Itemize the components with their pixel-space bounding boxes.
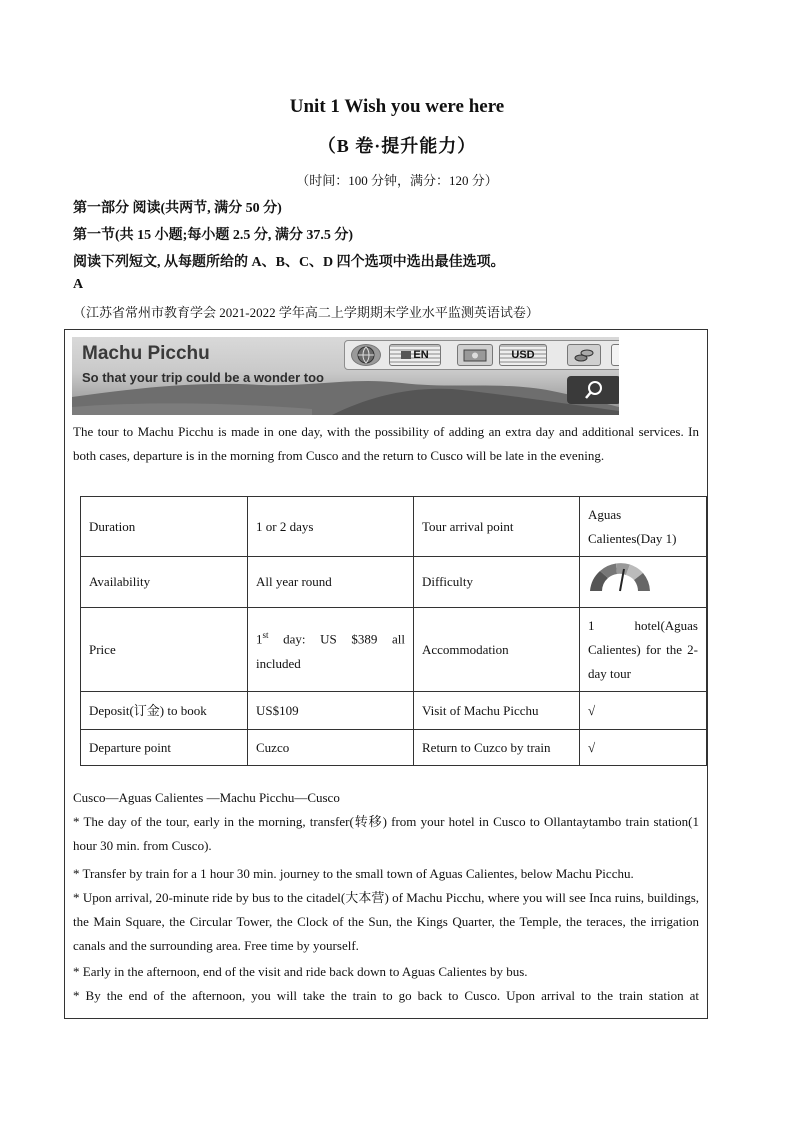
table-cell: Aguas Calientes(Day 1) [580, 497, 707, 557]
coins-icon[interactable] [567, 344, 601, 366]
banner [72, 337, 619, 415]
table-cell: All year round [248, 557, 414, 608]
page-title: Unit 1 Wish you were here [289, 96, 505, 117]
checkmark: √ [580, 692, 707, 730]
table-cell: 1 or 2 days [248, 497, 414, 557]
difficulty-cell [580, 557, 707, 608]
currency-label: USD [511, 349, 535, 361]
route-step-2: * Transfer by train for a 1 hour 30 min. journey to the small town of Aguas Calientes, below Machu Picchu. [73, 866, 634, 881]
language-en-button[interactable] [389, 344, 441, 366]
price-day-number: 1 [256, 631, 263, 647]
table-cell: Deposit(订金) to book [81, 692, 248, 730]
banner-toolbar [344, 340, 619, 370]
intro-paragraph: The tour to Machu Picchu is made in one day, with the possibility of adding an extra day and additional services. In both cases, departure is in the morning from Cusco and the return to Cusco will be late in the evening. [73, 424, 699, 463]
table-cell: Duration [81, 497, 248, 557]
route-step-1: * The day of the tour, early in the morning, transfer(转移) from your hotel in Cusco to Ollantaytambo train station(1 hour 30 min. from Cusco). [73, 814, 699, 853]
table-row [81, 557, 707, 608]
money-icon[interactable] [457, 344, 493, 366]
search-icon [567, 376, 619, 404]
price-cell [248, 608, 414, 692]
passage-label: A [73, 277, 84, 292]
page-subtitle: （B 卷·提升能力） [317, 136, 477, 156]
table-row [81, 692, 707, 730]
tour-info-table [80, 496, 707, 766]
price-text: day: US $389 all included [256, 631, 405, 671]
table-row [81, 608, 707, 692]
part1-heading: 第一部分 阅读(共两节, 满分 50 分) [73, 201, 282, 216]
table-row [81, 730, 707, 766]
banner-slogan: So that your trip could be a wonder too [82, 370, 324, 385]
time-info: （时间：100 分钟，满分：120 分） [296, 173, 498, 188]
table-cell: Return to Cuzco by train [414, 730, 580, 766]
table-cell: Departure point [81, 730, 248, 766]
table-row [81, 497, 707, 557]
globe-icon[interactable] [351, 344, 381, 366]
no-entry-icon[interactable] [611, 344, 619, 366]
price-superscript: st [262, 630, 269, 641]
table-cell: Cuzco [248, 730, 414, 766]
table-cell: Visit of Machu Picchu [414, 692, 580, 730]
route-step-3: * Upon arrival, 20-minute ride by bus to the citadel(大本营) of Machu Picchu, where you will see Inca ruins, buildings, the Main Square, the Circular Tower, the Clock of the Sun, the Kings Quarter, the Temple, the teraces, the irrigation canals and the surrounding area. Free time by yourself. [73, 890, 699, 953]
table-cell: Tour arrival point [414, 497, 580, 557]
checkmark: √ [580, 730, 707, 766]
table-cell: US$109 [248, 692, 414, 730]
section1-heading: 第一节(共 15 小题;每小题 2.5 分, 满分 37.5 分) [73, 228, 353, 243]
table-cell: 1 hotel(Aguas Calientes) for the 2-day tour [580, 608, 707, 692]
banner-title: Machu Picchu [82, 343, 210, 364]
route-step-4: * Early in the afternoon, end of the visit and ride back down to Aguas Calientes by bus. [73, 964, 528, 979]
source-note: （江苏省常州市教育学会 2021-2022 学年高二上学期期末学业水平监测英语试卷） [73, 305, 539, 320]
instruction: 阅读下列短文, 从每题所给的 A、B、C、D 四个选项中选出最佳选项。 [73, 255, 505, 270]
flag-icon [401, 351, 411, 359]
table-cell: Accommodation [414, 608, 580, 692]
route-title: Cusco—Aguas Calientes —Machu Picchu—Cusco [73, 790, 340, 805]
table-cell: Difficulty [414, 557, 580, 608]
language-label: EN [413, 349, 429, 361]
table-cell: Availability [81, 557, 248, 608]
route-step-5: * By the end of the afternoon, you will take the train to go back to Cusco. Upon arrival to the train station at [73, 988, 699, 1003]
difficulty-gauge-icon [588, 563, 652, 593]
table-cell: Price [81, 608, 248, 692]
currency-usd-button[interactable] [499, 344, 547, 366]
search-button[interactable] [567, 376, 619, 404]
